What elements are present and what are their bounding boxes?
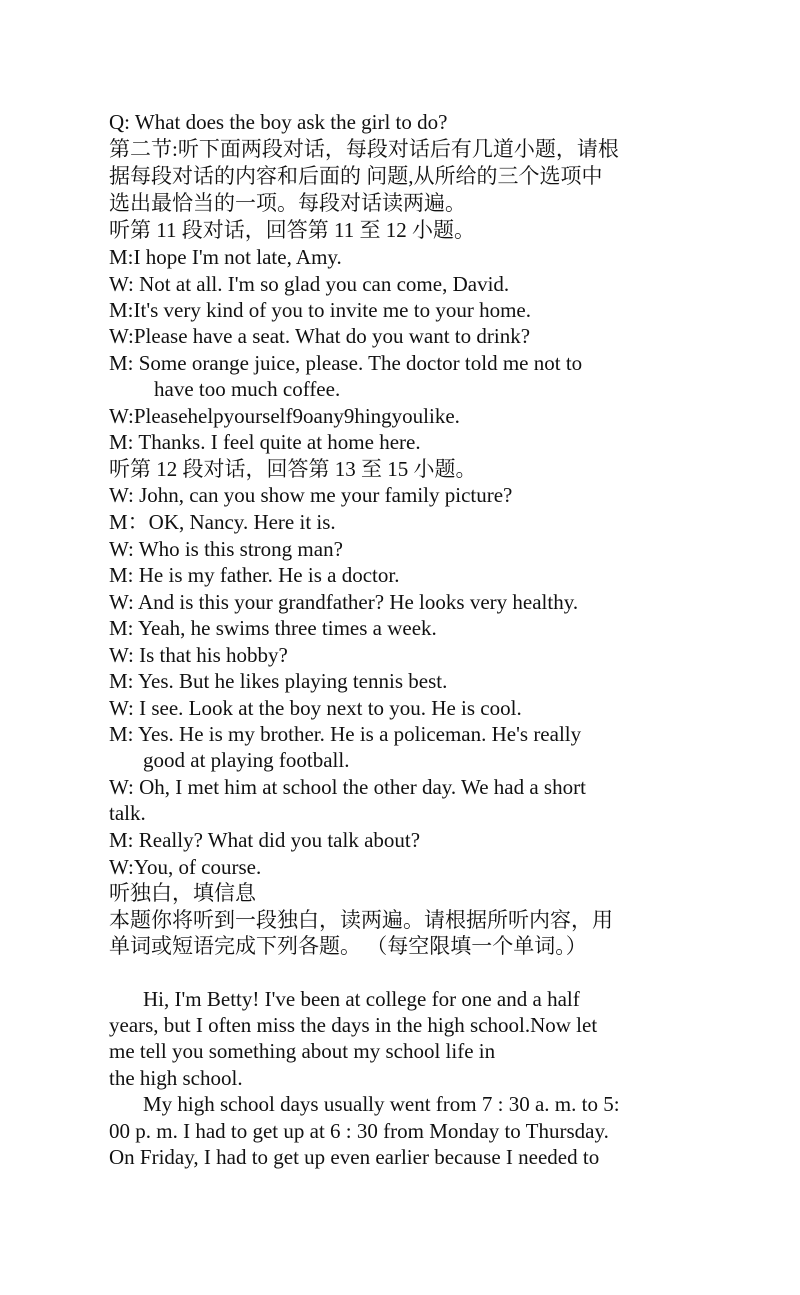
dialogue-line-continuation: talk. <box>109 801 146 825</box>
dialogue-11-heading: 听第 11 段对话，回答第 11 至 12 小题。 <box>109 218 475 242</box>
dialogue-line: M: Some orange juice, please. The doctor told me not to <box>109 351 583 375</box>
passage-line: On Friday, I had to get up even earlier because I needed to <box>109 1145 600 1169</box>
dialogue-line: M：OK, Nancy. Here it is. <box>109 510 336 534</box>
dialogue-line: W: And is this your grandfather? He looks very healthy. <box>109 590 579 614</box>
monologue-instruction-line-1: 本题你将听到一段独白，读两遍。请根据所听内容，用 <box>109 908 613 932</box>
dialogue-line: M: He is my father. He is a doctor. <box>109 563 400 587</box>
dialogue-line: M: Yes. He is my brother. He is a policeman. He's really <box>109 722 582 746</box>
dialogue-line: M: Really? What did you talk about? <box>109 828 421 852</box>
dialogue-line: W: John, can you show me your family picture? <box>109 483 513 507</box>
dialogue-line: W: Is that his hobby? <box>109 643 288 667</box>
question-line: Q: What does the boy ask the girl to do? <box>109 110 448 134</box>
dialogue-line: W: Oh, I met him at school the other day. We had a short <box>109 775 586 799</box>
section-instruction-line-1: 第二节:听下面两段对话，每段对话后有几道小题，请根 <box>109 137 619 161</box>
dialogue-line: W: Who is this strong man? <box>109 537 343 561</box>
dialogue-line: M:It's very kind of you to invite me to your home. <box>109 298 531 322</box>
dialogue-line: M:I hope I'm not late, Amy. <box>109 245 342 269</box>
dialogue-line: W: I see. Look at the boy next to you. He is cool. <box>109 696 522 720</box>
dialogue-line: M: Thanks. I feel quite at home here. <box>109 430 421 454</box>
passage-line: Hi, I'm Betty! I've been at college for one and a half <box>143 987 580 1011</box>
dialogue-line-continuation: have too much coffee. <box>154 377 341 401</box>
dialogue-line: W: Not at all. I'm so glad you can come, David. <box>109 272 510 296</box>
dialogue-line: W:Pleasehelpyourself9oany9hingyoulike. <box>109 404 460 428</box>
section-instruction-line-3: 选出最恰当的一项。每段对话读两遍。 <box>109 191 466 215</box>
dialogue-12-heading: 听第 12 段对话，回答第 13 至 15 小题。 <box>109 457 477 481</box>
dialogue-line-continuation: good at playing football. <box>143 748 350 772</box>
dialogue-line: M: Yes. But he likes playing tennis best. <box>109 669 448 693</box>
dialogue-line: W:You, of course. <box>109 855 262 879</box>
passage-line: me tell you something about my school life in <box>109 1039 496 1063</box>
monologue-heading: 听独白，填信息 <box>109 881 256 905</box>
dialogue-line: M: Yeah, he swims three times a week. <box>109 616 437 640</box>
passage-line: My high school days usually went from 7 : 30 a. m. to 5: <box>143 1092 620 1116</box>
passage-line: the high school. <box>109 1066 243 1090</box>
passage-line: 00 p. m. I had to get up at 6 : 30 from Monday to Thursday. <box>109 1119 609 1143</box>
dialogue-line: W:Please have a seat. What do you want to drink? <box>109 324 531 348</box>
section-instruction-line-2: 据每段对话的内容和后面的 问题,从所给的三个选项中 <box>109 164 603 188</box>
passage-line: years, but I often miss the days in the high school.Now let <box>109 1013 598 1037</box>
monologue-instruction-line-2: 单词或短语完成下列各题。 （每空限填一个单词。） <box>109 934 587 958</box>
